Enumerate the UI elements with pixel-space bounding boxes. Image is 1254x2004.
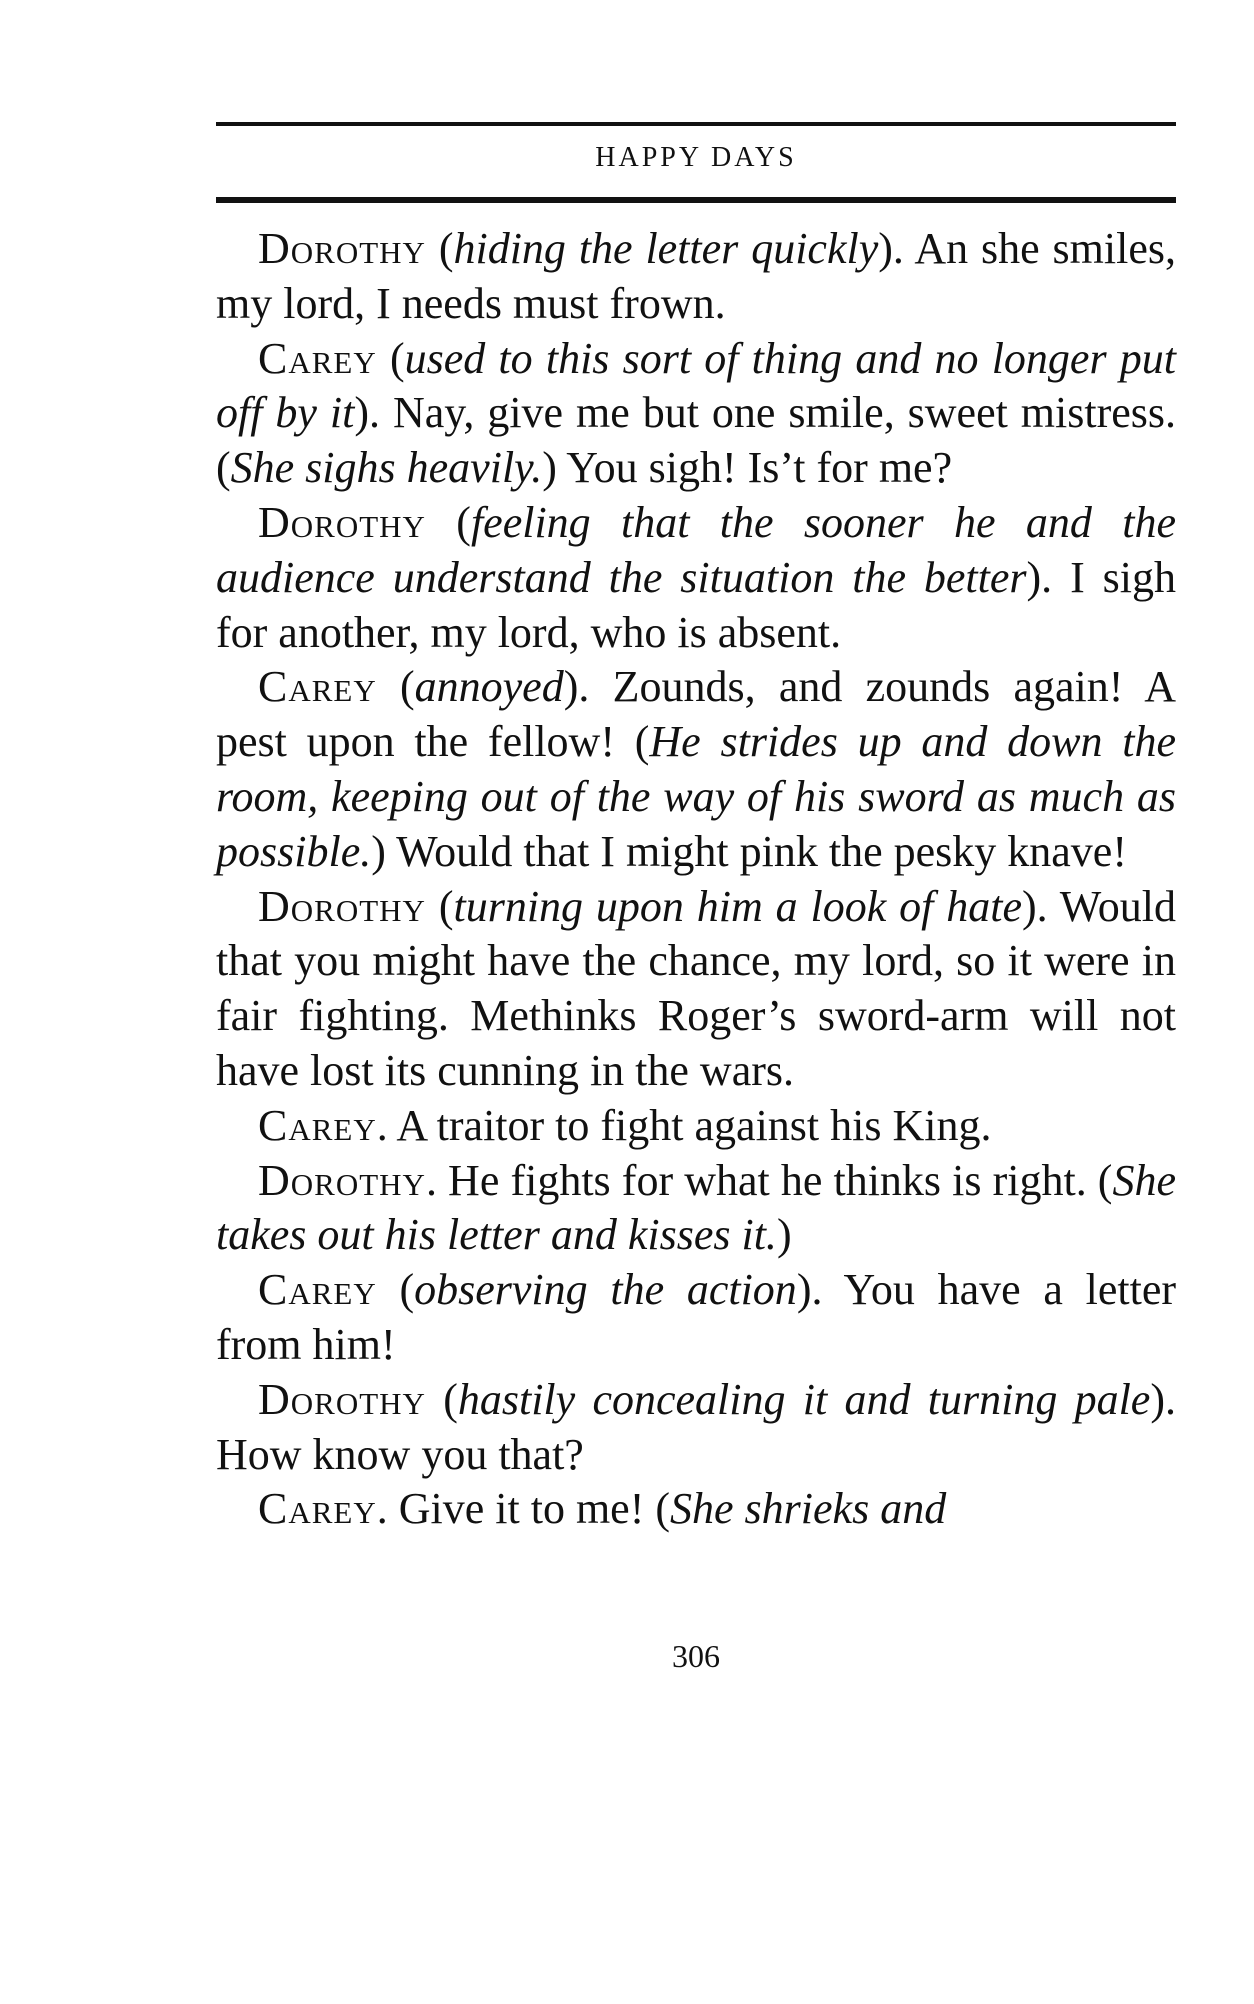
- speaker-name: Dorothy: [258, 881, 426, 931]
- running-head: HAPPY DAYS: [595, 142, 797, 173]
- punctuation: ).: [354, 388, 393, 438]
- stage-direction: She shrieks and: [670, 1484, 947, 1534]
- dialogue-paragraph: [216, 660, 1176, 879]
- punctuation: (: [376, 1265, 415, 1315]
- dialogue-paragraph: [216, 1373, 1176, 1483]
- punctuation: (: [425, 1374, 458, 1424]
- punctuation: (: [425, 497, 471, 547]
- page-number: 306: [672, 1638, 720, 1674]
- stage-direction: annoyed: [414, 662, 564, 712]
- punctuation: .: [376, 1100, 397, 1150]
- stage-direction: hastily concealing it and turning pale: [457, 1374, 1151, 1424]
- stage-direction: observing the action: [414, 1265, 797, 1315]
- dialogue-text: A traitor to fight against his King.: [396, 1100, 992, 1150]
- punctuation: ).: [1150, 1374, 1176, 1424]
- speaker-name: Dorothy: [258, 224, 426, 273]
- dialogue-text: Give it to me! (: [398, 1484, 671, 1534]
- speaker-name: Carey: [258, 1484, 377, 1534]
- speaker-name: Carey: [258, 1100, 377, 1150]
- dialogue-paragraph: [216, 1482, 1176, 1537]
- dialogue-paragraph: [216, 1154, 1176, 1264]
- speaker-name: Carey: [258, 1265, 377, 1315]
- speaker-name: Carey: [258, 333, 377, 383]
- dialogue-text: An she smiles, my lord, I needs must frown.: [216, 224, 1176, 328]
- punctuation: .: [376, 1484, 399, 1534]
- speaker-name: Dorothy: [258, 1374, 426, 1424]
- header-rule-bottom: [216, 197, 1176, 203]
- dialogue-text: He fights for what he thinks is right. (: [448, 1155, 1113, 1205]
- stage-direction: He strides up and down the room, keeping out of the way of his sword as much as possible.: [216, 717, 1176, 876]
- stage-direction: She takes out his letter and kisses it.: [216, 1155, 1176, 1260]
- punctuation: (: [425, 224, 454, 273]
- dialogue-text: Zounds, and zounds again! A pest upon the fellow! (: [216, 662, 1176, 767]
- punctuation: ).: [563, 662, 613, 712]
- dialogue-paragraph: [216, 222, 1176, 332]
- dialogue-text: Nay, give me but one smile, sweet mistress. (: [216, 388, 1176, 493]
- punctuation: (: [376, 333, 405, 383]
- header-rule-top: [216, 122, 1176, 126]
- stage-direction: feeling that the sooner he and the audience understand the situation the better: [216, 497, 1176, 602]
- speaker-name: Dorothy: [258, 497, 426, 547]
- dialogue-text: ): [776, 1210, 792, 1260]
- dialogue-paragraph: [216, 1263, 1176, 1373]
- dialogue-paragraph: [216, 1099, 1176, 1154]
- punctuation: ).: [1022, 881, 1060, 931]
- dialogue-text: ) You sigh! Is’t for me?: [542, 443, 953, 493]
- play-text: [216, 222, 1176, 1537]
- stage-direction: turning upon him a look of hate: [453, 881, 1023, 931]
- dialogue-text: How know you that?: [216, 1429, 584, 1479]
- dialogue-text: ) Would that I might pink the pesky knave!: [371, 826, 1127, 876]
- speaker-name: Dorothy: [258, 1155, 426, 1205]
- dialogue-text: Would that you might have the chance, my lord, so it were in fair fighting. Methinks Roger’s sword-arm will not have lost its cunning in the wars.: [216, 881, 1176, 1095]
- punctuation: (: [376, 662, 415, 712]
- punctuation: ).: [1026, 552, 1071, 602]
- dialogue-paragraph: [216, 496, 1176, 660]
- dialogue-paragraph: [216, 880, 1176, 1099]
- dialogue-paragraph: [216, 332, 1176, 496]
- stage-direction: hiding the letter quickly: [453, 224, 879, 273]
- punctuation: ).: [878, 224, 915, 273]
- punctuation: (: [425, 881, 454, 931]
- stage-direction: used to this sort of thing and no longer put off by it: [216, 333, 1176, 438]
- stage-direction: She sighs heavily.: [230, 443, 543, 493]
- punctuation: ).: [796, 1265, 844, 1315]
- punctuation: .: [425, 1155, 449, 1205]
- dialogue-text: I sigh for another, my lord, who is absent.: [216, 552, 1176, 657]
- dialogue-text: You have a letter from him!: [216, 1265, 1177, 1369]
- speaker-name: Carey: [258, 662, 377, 712]
